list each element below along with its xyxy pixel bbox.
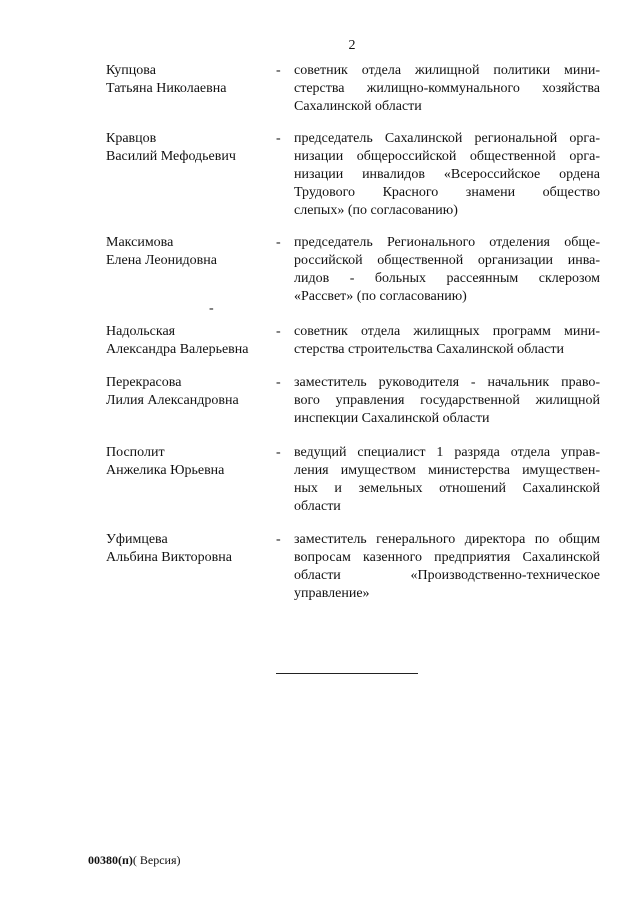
page-number: 2 (348, 38, 356, 53)
role-line: слепых» (по согласованию) (294, 203, 458, 218)
member-role (294, 374, 600, 428)
role-line: советник отдела жилищных программ мини- (294, 324, 600, 339)
member-name (106, 323, 276, 359)
role-line: Трудового Красного знамени общество (294, 185, 600, 200)
dash-separator: - (276, 324, 281, 339)
member-name (106, 234, 276, 270)
dash-separator: - (276, 445, 281, 460)
member-role (294, 62, 600, 116)
member-given-names: Елена Леонидовна (106, 253, 217, 268)
role-line: области (294, 499, 341, 514)
member-name (106, 374, 276, 410)
role-line: председатель Регионального отделения обще- (294, 235, 600, 250)
dash-separator: - (276, 235, 281, 250)
role-line: советник отдела жилищной политики мини- (294, 63, 600, 78)
role-line: стерства строительства Сахалинской области (294, 342, 564, 357)
role-line: «Рассвет» (по согласованию) (294, 289, 467, 304)
member-surname: Надольская (106, 324, 176, 339)
role-line: вого управления государственной жилищной (294, 393, 600, 408)
list-item (0, 234, 640, 324)
role-line: российской общественной организации инва- (294, 253, 600, 268)
role-line: области «Производственно-техническое (294, 568, 600, 583)
member-name (106, 130, 276, 166)
member-surname: Купцова (106, 63, 156, 78)
member-role (294, 531, 600, 603)
dash-separator: - (276, 375, 281, 390)
role-line: заместитель генерального директора по общим (294, 532, 600, 547)
closing-divider-line (276, 673, 418, 674)
member-given-names: Анжелика Юрьевна (106, 463, 225, 478)
footer-code-version: ( Версия) (132, 853, 181, 867)
role-line: инспекции Сахалинской области (294, 411, 490, 426)
member-surname: Уфимцева (106, 532, 168, 547)
member-name (106, 62, 276, 98)
role-line: лидов - больных рассеянным склерозом (294, 271, 600, 286)
member-surname: Посполит (106, 445, 165, 460)
member-role (294, 130, 600, 220)
list-item (0, 444, 640, 534)
role-line: заместитель руководителя - начальник право- (294, 375, 600, 390)
list-item (0, 130, 640, 220)
member-role (294, 323, 600, 359)
role-line: ных и земельных отношений Сахалинской (294, 481, 600, 496)
member-name (106, 444, 276, 480)
role-line: низации инвалидов «Всероссийское ордена (294, 167, 600, 182)
list-item (0, 531, 640, 621)
member-role (294, 444, 600, 516)
member-given-names: Лилия Александровна (106, 393, 239, 408)
dash-separator: - (276, 63, 281, 78)
role-line: ления имуществом министерства имуществен- (294, 463, 600, 478)
member-given-names: Александра Валерьевна (106, 342, 249, 357)
document-footer-code (88, 853, 181, 868)
dash-separator: - (276, 532, 281, 547)
footer-code-bold: 00380(п) (88, 853, 133, 867)
member-role (294, 234, 600, 306)
role-line: управление» (294, 586, 370, 601)
member-surname: Кравцов (106, 131, 157, 146)
role-line: стерства жилищно-коммунального хозяйства (294, 81, 600, 96)
member-given-names: Василий Мефодьевич (106, 149, 236, 164)
member-surname: Максимова (106, 235, 174, 250)
member-surname: Перекрасова (106, 375, 182, 390)
role-line: Сахалинской области (294, 99, 422, 114)
role-line: вопросам казенного предприятия Сахалинской (294, 550, 600, 565)
member-given-names: Альбина Викторовна (106, 550, 232, 565)
role-line: председатель Сахалинской региональной орга- (294, 131, 600, 146)
member-given-names: Татьяна Николаевна (106, 81, 227, 96)
role-line: ведущий специалист 1 разряда отдела управ- (294, 445, 600, 460)
member-name (106, 531, 276, 567)
dash-separator: - (276, 131, 281, 146)
role-line: низации общероссийской общественной орга- (294, 149, 600, 164)
stray-dash-mark: - (209, 301, 214, 316)
